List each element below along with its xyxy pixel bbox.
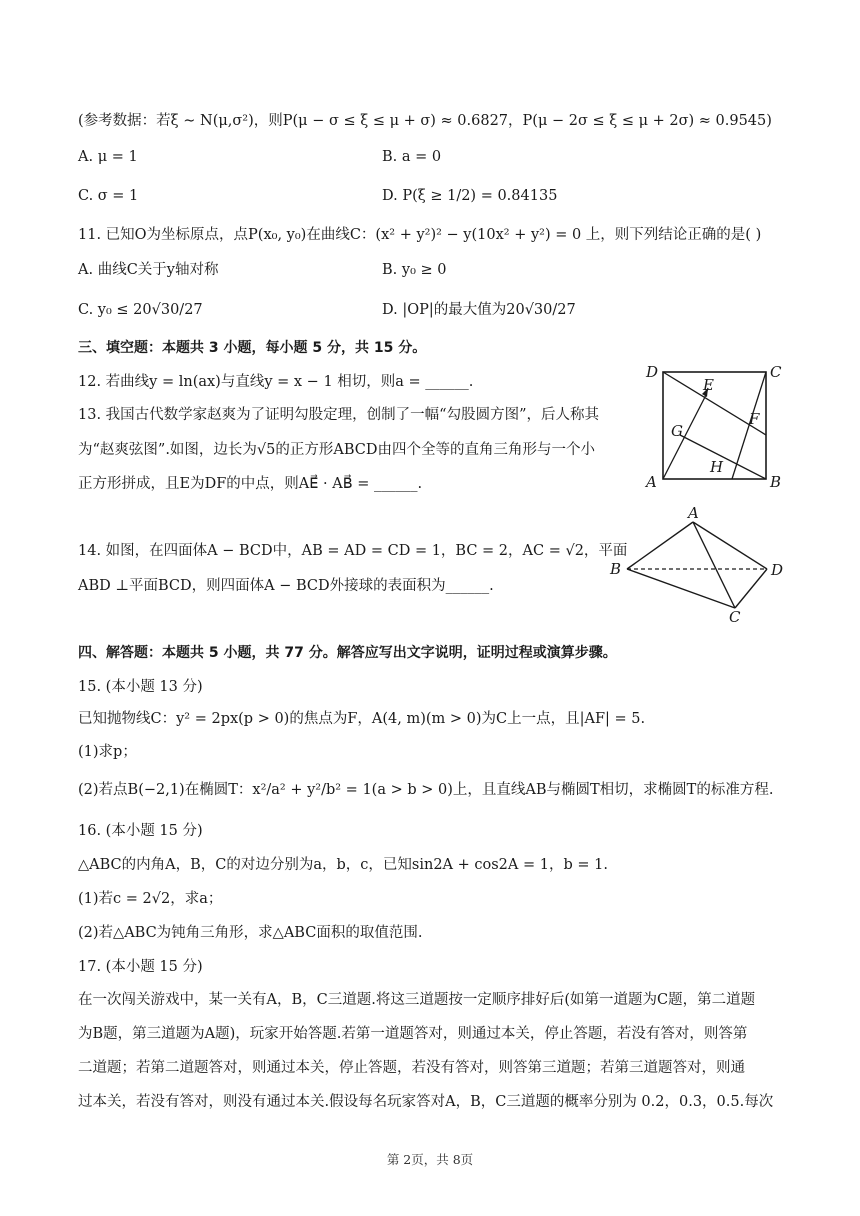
- q17-line-4: 过本关，若没有答对，则没有通过本关.假设每名玩家答对A，B，C三道题的概率分别为 0.2，0.3，0.5.每次: [78, 1094, 774, 1110]
- q17-line-2: 为B题，第三道题为A题)，玩家开始答题.若第一道题答对，则通过本关，停止答题，若没有答对，则答第: [78, 1026, 748, 1042]
- q10-option-d: D. P(ξ ≥ 1/2) = 0.84135: [382, 188, 558, 204]
- q12-stem: 12. 若曲线y = ln(ax)与直线y = x − 1 相切，则a = ______.: [78, 374, 474, 390]
- tet-label-A: A: [688, 505, 699, 522]
- q15-part-2: (2)若点B(−2,1)在椭圆T：x²/a² + y²/b² = 1(a > b > 0)上，且直线AB与椭圆T相切，求椭圆T的标准方程.: [78, 782, 774, 798]
- q13-line-1: 13. 我国古代数学家赵爽为了证明勾股定理，创制了一幅“勾股圆方图”，后人称其: [78, 407, 599, 423]
- q16-stem: △ABC的内角A，B，C的对边分别为a，b，c，已知sin2A + cos2A = 1，b = 1.: [78, 857, 608, 873]
- tet-label-B: B: [610, 560, 622, 578]
- q11-stem: 11. 已知O为坐标原点，点P(x₀, y₀)在曲线C：(x² + y²)² − y(10x² + y²) = 0 上，则下列结论正确的是( ): [78, 227, 762, 243]
- q13-line-2: 为“赵爽弦图”.如图，边长为√5的正方形ABCD由四个全等的直角三角形与一个小: [78, 442, 596, 458]
- q14-line-2: ABD ⊥平面BCD，则四面体A − BCD外接球的表面积为______.: [78, 578, 494, 594]
- q15-title: 15. (本小题 13 分): [78, 679, 203, 695]
- label-E: E: [703, 376, 714, 394]
- q13-line-3: 正方形拼成，且E为DF的中点，则AE⃗ · AB⃗ = ______.: [78, 476, 423, 492]
- q16-part-1: (1)若c = 2√2，求a；: [78, 891, 223, 907]
- q10-option-a: A. μ = 1: [78, 149, 138, 165]
- zhao-shuang-diagram: [640, 360, 790, 495]
- q15-part-1: (1)求p；: [78, 744, 137, 760]
- tetrahedron-diagram: [605, 505, 795, 625]
- label-C: C: [770, 363, 782, 381]
- q11-option-b: B. y₀ ≥ 0: [382, 262, 447, 278]
- q11-option-d: D. |OP|的最大值为20√30/27: [382, 302, 576, 318]
- page-footer: 第 2页，共 8页: [386, 1152, 474, 1167]
- q16-part-2: (2)若△ABC为钝角三角形，求△ABC面积的取值范围.: [78, 925, 423, 941]
- label-G: G: [671, 422, 683, 440]
- q17-line-1: 在一次闯关游戏中，某一关有A，B，C三道题.将这三道题按一定顺序排好后(如第一道题为C题，第二道题: [78, 992, 756, 1008]
- q17-title: 17. (本小题 15 分): [78, 959, 203, 975]
- tet-label-D: D: [771, 561, 784, 579]
- section-4-heading: 四、解答题：本题共 5 小题，共 77 分。解答应写出文字说明，证明过程或演算步骤。: [78, 645, 617, 661]
- q15-stem: 已知抛物线C：y² = 2px(p > 0)的焦点为F，A(4, m)(m > 0)为C上一点，且|AF| = 5.: [78, 711, 646, 727]
- section-3-heading: 三、填空题：本题共 3 小题，每小题 5 分，共 15 分。: [78, 340, 427, 356]
- label-D: D: [646, 363, 659, 381]
- tet-label-C: C: [729, 608, 741, 625]
- q17-line-3: 二道题；若第二道题答对，则通过本关，停止答题，若没有答对，则答第三道题；若第三道题答对，则通: [78, 1060, 745, 1076]
- q16-title: 16. (本小题 15 分): [78, 823, 203, 839]
- q11-option-a: A. 曲线C关于y轴对称: [78, 262, 219, 278]
- label-H: H: [710, 458, 724, 476]
- q14-line-1: 14. 如图，在四面体A − BCD中，AB = AD = CD = 1，BC = 2，AC = √2，平面: [78, 543, 628, 559]
- label-F: F: [749, 410, 760, 428]
- q11-option-c: C. y₀ ≤ 20√30/27: [78, 302, 203, 318]
- label-A: A: [646, 473, 657, 491]
- q10-option-c: C. σ = 1: [78, 188, 139, 204]
- reference-data: (参考数据：若ξ ∼ N(μ,σ²)，则P(μ − σ ≤ ξ ≤ μ + σ) ≈ 0.6827，P(μ − 2σ ≤ ξ ≤ μ + 2σ) ≈ 0.9545): [78, 113, 772, 129]
- q10-option-b: B. a = 0: [382, 149, 442, 165]
- label-B: B: [770, 473, 782, 491]
